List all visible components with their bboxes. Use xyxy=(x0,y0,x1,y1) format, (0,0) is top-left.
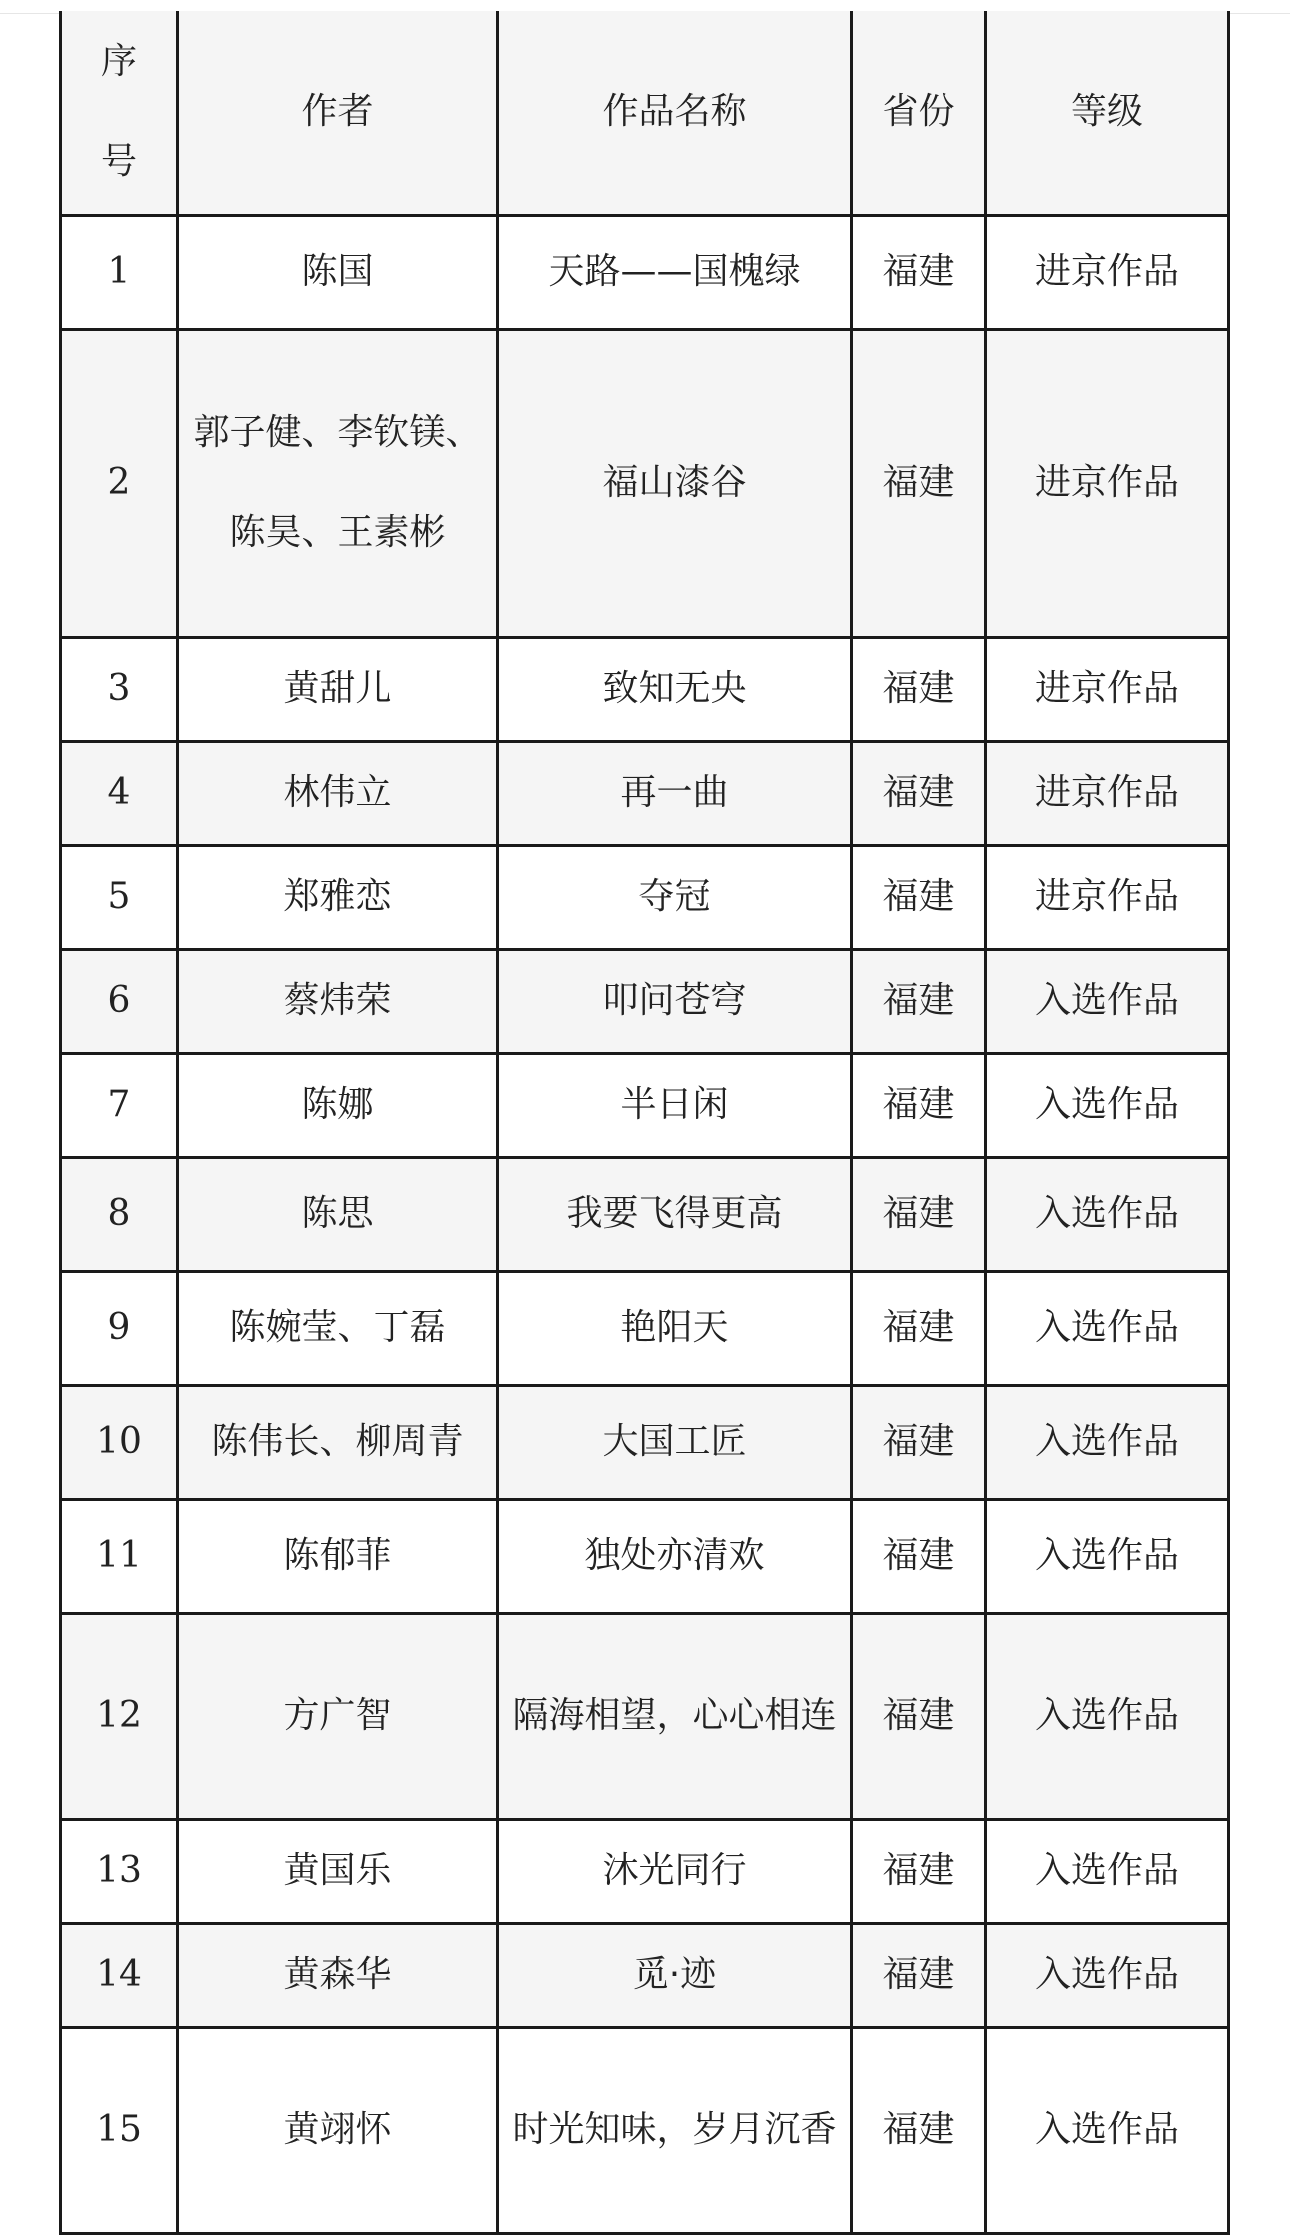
cell-level: 入选作品 xyxy=(986,1819,1229,1923)
cell-title: 觅·迹 xyxy=(498,1923,852,2027)
cell-index: 6 xyxy=(61,949,178,1053)
table-row xyxy=(61,1271,1229,1385)
cell-index: 13 xyxy=(61,1819,178,1923)
cell-author: 黄甜儿 xyxy=(178,637,498,741)
cell-level: 入选作品 xyxy=(986,1271,1229,1385)
cell-index: 10 xyxy=(61,1385,178,1499)
header-province: 省份 xyxy=(852,11,986,215)
cell-index: 1 xyxy=(61,215,178,329)
cell-province: 福建 xyxy=(852,949,986,1053)
cell-title: 半日闲 xyxy=(498,1053,852,1157)
cell-level: 进京作品 xyxy=(986,215,1229,329)
cell-province: 福建 xyxy=(852,1157,986,1271)
cell-title: 夺冠 xyxy=(498,845,852,949)
cell-level: 进京作品 xyxy=(986,741,1229,845)
cell-title: 福山漆谷 xyxy=(498,329,852,637)
cell-level: 入选作品 xyxy=(986,2027,1229,2233)
cell-author: 陈伟长、柳周青 xyxy=(178,1385,498,1499)
table-row xyxy=(61,845,1229,949)
cell-author: 陈思 xyxy=(178,1157,498,1271)
cell-author: 郑雅恋 xyxy=(178,845,498,949)
cell-level: 进京作品 xyxy=(986,845,1229,949)
cell-province: 福建 xyxy=(852,215,986,329)
cell-province: 福建 xyxy=(852,1819,986,1923)
cell-title: 时光知味，岁月沉香 xyxy=(498,2027,852,2233)
cell-author: 陈婉莹、丁磊 xyxy=(178,1271,498,1385)
header-row xyxy=(61,11,1229,215)
cell-level: 入选作品 xyxy=(986,949,1229,1053)
cell-index: 4 xyxy=(61,741,178,845)
cell-level: 入选作品 xyxy=(986,1385,1229,1499)
cell-author: 林伟立 xyxy=(178,741,498,845)
cell-index: 3 xyxy=(61,637,178,741)
cell-title: 致知无央 xyxy=(498,637,852,741)
table-row xyxy=(61,1385,1229,1499)
cell-province: 福建 xyxy=(852,329,986,637)
cell-title: 隔海相望，心心相连 xyxy=(498,1613,852,1819)
cell-level: 进京作品 xyxy=(986,637,1229,741)
header-title: 作品名称 xyxy=(498,11,852,215)
cell-province: 福建 xyxy=(852,1613,986,1819)
table-row xyxy=(61,1613,1229,1819)
cell-author: 陈娜 xyxy=(178,1053,498,1157)
cell-index: 5 xyxy=(61,845,178,949)
table-row xyxy=(61,329,1229,637)
cell-author: 郭子健、李钦镁、陈昊、王素彬 xyxy=(178,329,498,637)
table-row xyxy=(61,949,1229,1053)
header-level: 等级 xyxy=(986,11,1229,215)
table-row xyxy=(61,1923,1229,2027)
table-row xyxy=(61,215,1229,329)
table-row xyxy=(61,1499,1229,1613)
table-row xyxy=(61,1157,1229,1271)
cell-level: 入选作品 xyxy=(986,1923,1229,2027)
cell-index: 7 xyxy=(61,1053,178,1157)
cell-index: 11 xyxy=(61,1499,178,1613)
cell-author: 黄国乐 xyxy=(178,1819,498,1923)
table-row xyxy=(61,741,1229,845)
awards-table xyxy=(59,11,1230,2235)
cell-level: 入选作品 xyxy=(986,1157,1229,1271)
cell-index: 2 xyxy=(61,329,178,637)
cell-index: 14 xyxy=(61,1923,178,2027)
cell-title: 大国工匠 xyxy=(498,1385,852,1499)
cell-author: 黄森华 xyxy=(178,1923,498,2027)
cell-level: 进京作品 xyxy=(986,329,1229,637)
cell-province: 福建 xyxy=(852,1923,986,2027)
header-index: 序号 xyxy=(61,11,178,215)
table-row xyxy=(61,1819,1229,1923)
table-row xyxy=(61,637,1229,741)
cell-province: 福建 xyxy=(852,741,986,845)
cell-province: 福建 xyxy=(852,1053,986,1157)
cell-level: 入选作品 xyxy=(986,1499,1229,1613)
cell-title: 艳阳天 xyxy=(498,1271,852,1385)
cell-province: 福建 xyxy=(852,1271,986,1385)
cell-author: 陈郁菲 xyxy=(178,1499,498,1613)
cell-title: 天路——国槐绿 xyxy=(498,215,852,329)
cell-title: 叩问苍穹 xyxy=(498,949,852,1053)
cell-index: 8 xyxy=(61,1157,178,1271)
cell-level: 入选作品 xyxy=(986,1613,1229,1819)
cell-author: 黄翊怀 xyxy=(178,2027,498,2233)
cell-index: 15 xyxy=(61,2027,178,2233)
cell-province: 福建 xyxy=(852,1385,986,1499)
cell-province: 福建 xyxy=(852,845,986,949)
table-row xyxy=(61,1053,1229,1157)
cell-index: 9 xyxy=(61,1271,178,1385)
cell-province: 福建 xyxy=(852,1499,986,1613)
cell-title: 沐光同行 xyxy=(498,1819,852,1923)
cell-title: 再一曲 xyxy=(498,741,852,845)
cell-index: 12 xyxy=(61,1613,178,1819)
cell-province: 福建 xyxy=(852,637,986,741)
cell-title: 独处亦清欢 xyxy=(498,1499,852,1613)
cell-level: 入选作品 xyxy=(986,1053,1229,1157)
cell-author: 陈国 xyxy=(178,215,498,329)
table-row xyxy=(61,2027,1229,2233)
cell-author: 方广智 xyxy=(178,1613,498,1819)
cell-province: 福建 xyxy=(852,2027,986,2233)
header-author: 作者 xyxy=(178,11,498,215)
cell-title: 我要飞得更高 xyxy=(498,1157,852,1271)
cell-author: 蔡炜荣 xyxy=(178,949,498,1053)
